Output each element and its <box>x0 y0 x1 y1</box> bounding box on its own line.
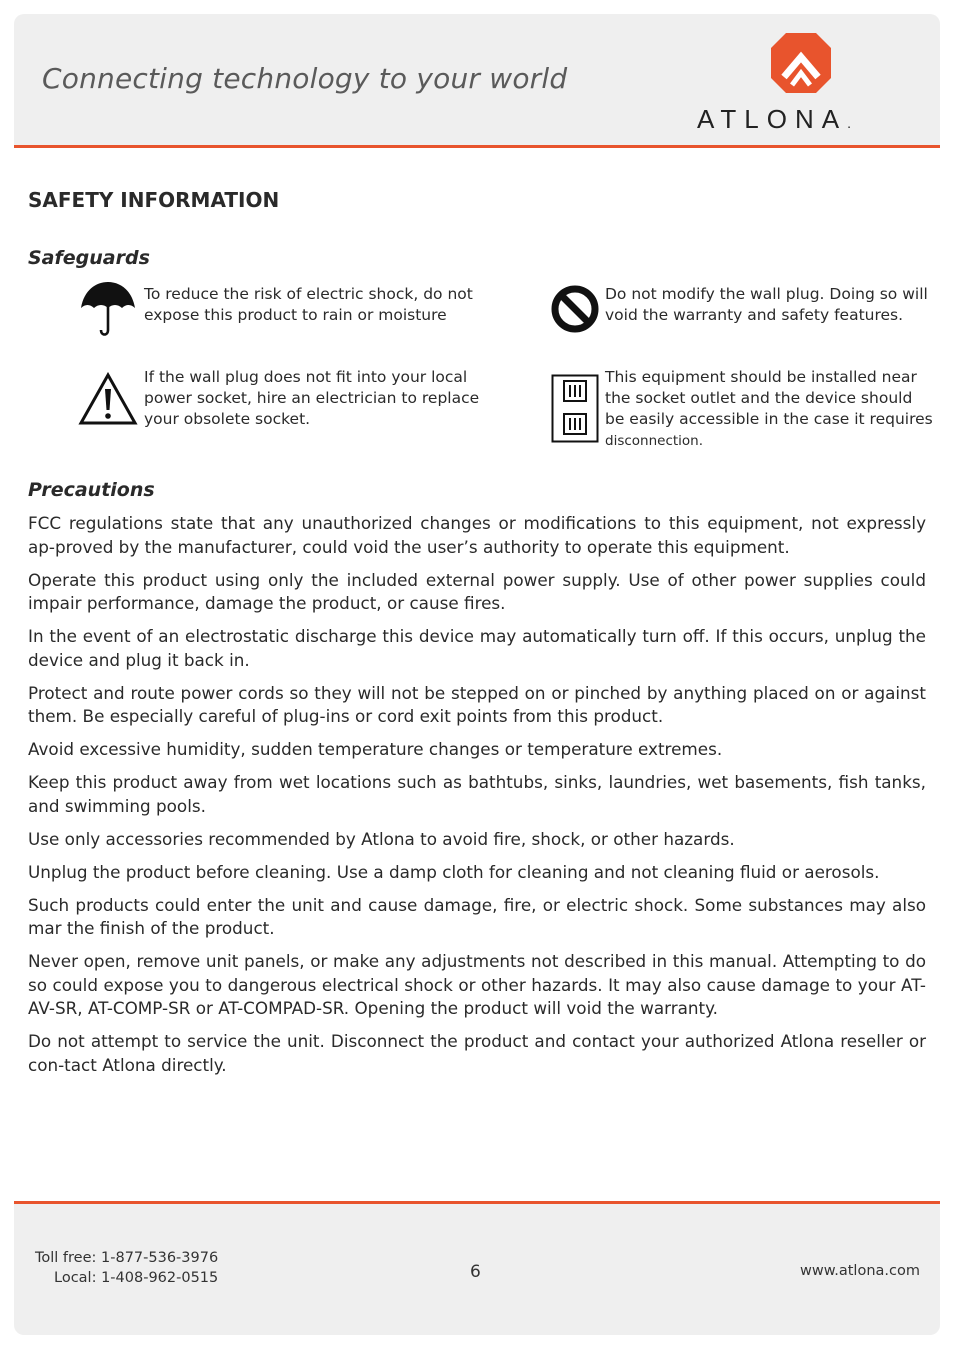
precaution-paragraph: Keep this product away from wet locations such as bathtubs, sinks, laundries, wet basements, fish tanks, and swimming pools. <box>28 772 926 816</box>
no-symbol-icon <box>550 284 600 334</box>
website-link[interactable]: www.atlona.com <box>800 1263 920 1279</box>
safeguard-text-rain: To reduce the risk of electric shock, do not expose this product to rain or moisture <box>144 285 473 324</box>
safeguards-heading: Safeguards <box>28 247 150 269</box>
precaution-paragraph: Never open, remove unit panels, or make any adjustments not described in this manual. Attempting to do so could expose you to dangerous electrical shock or other hazards. It may also cause damage to your AT-AV-SR, AT-COMP-SR or AT-COMPAD-SR. Opening the product will void the warranty. <box>28 951 926 1018</box>
logo-badge-icon <box>771 33 831 93</box>
safeguard-text-electrician: If the wall plug does not fit into your local power socket, hire an electrician to replace your obsolete socket. <box>144 368 480 428</box>
logo-period: . <box>847 115 851 131</box>
safeguard-text-outlet-small: disconnection. <box>605 433 704 449</box>
toll-free-number: Toll free: 1-877-536-3976 <box>35 1250 219 1266</box>
section-title: SAFETY INFORMATION <box>28 188 280 212</box>
precautions-heading: Precautions <box>28 479 155 501</box>
precaution-paragraph: Avoid excessive humidity, sudden temperature changes or temperature extremes. <box>28 739 723 759</box>
header-divider <box>14 145 940 148</box>
precautions-list <box>28 512 926 1087</box>
precaution-paragraph: Protect and route power cords so they will not be stepped on or pinched by anything placed on or against them. Be especially careful of plug-ins or cord exit points from this product. <box>28 682 926 726</box>
precaution-paragraph: Use only accessories recommended by Atlona to avoid fire, shock, or other hazards. <box>28 828 735 849</box>
wall-outlet-icon <box>551 374 599 444</box>
precaution-paragraph: Unplug the product before cleaning. Use a damp cloth for cleaning and not cleaning fluid or aerosols. <box>28 861 880 882</box>
warning-triangle-icon <box>78 372 138 426</box>
precaution-paragraph: Such products could enter the unit and cause damage, fire, or electric shock. Some substances may also mar the finish of the product. <box>28 894 926 938</box>
local-number: Local: 1-408-962-0515 <box>54 1270 219 1286</box>
precaution-paragraph: Operate this product using only the included external power supply. Use of other power supplies could impair performance, damage the product, or cause fires. <box>28 569 926 613</box>
tagline: Connecting technology to your world <box>42 62 568 95</box>
precaution-paragraph: FCC regulations state that any unauthorized changes or modifications to this equipment, not expressly ap-proved by the manufacturer, could void the user’s authority to operate this equipment. <box>28 513 926 557</box>
logo-wordmark <box>697 104 851 135</box>
precaution-paragraph: In the event of an electrostatic discharge this device may automatically turn off. If this occurs, unplug the device and plug it back in. <box>28 626 926 670</box>
logo-text: ATLONA <box>697 104 848 134</box>
safeguard-text-plug: Do not modify the wall plug. Doing so will void the warranty and safety features. <box>605 285 928 324</box>
safeguard-text-outlet-main: This equipment should be installed near the socket outlet and the device should be easily accessible in the case it requires <box>605 368 933 428</box>
precaution-paragraph: Do not attempt to service the unit. Disconnect the product and contact your authorized Atlona reseller or con-tact Atlona directly. <box>28 1031 926 1075</box>
umbrella-icon <box>78 280 138 338</box>
safeguard-text-outlet <box>605 367 935 452</box>
page-number: 6 <box>470 1262 481 1282</box>
